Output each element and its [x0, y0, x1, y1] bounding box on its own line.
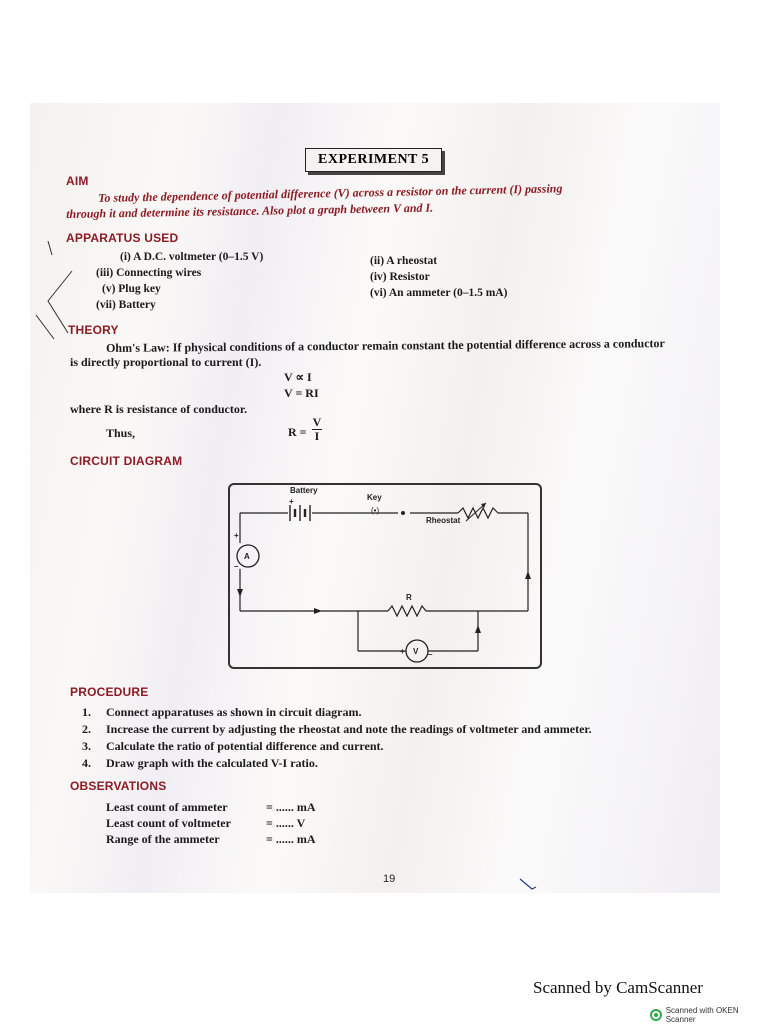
circuit-heading: CIRCUIT DIAGRAM — [70, 454, 183, 468]
apparatus-item: (v) Plug key — [102, 283, 161, 295]
apparatus-heading: APPARATUS USED — [66, 231, 179, 245]
procedure-step: 1. Connect apparatuses as shown in circuit diagram. — [82, 705, 362, 719]
resistor-label: R — [406, 593, 412, 602]
ammeter-symbol: A — [244, 552, 250, 561]
aim-text-line1: To study the dependence of potential difference (V) across a resistor on the current (I) passing — [98, 181, 563, 205]
rheostat-icon — [458, 503, 498, 521]
pen-mark-icon — [32, 313, 62, 343]
aim-text-line2: through it and determine its resistance. Also plot a graph between V and I. — [66, 200, 434, 221]
observations-heading: OBSERVATIONS — [70, 779, 167, 793]
apparatus-left-list — [96, 249, 263, 313]
apparatus-item: (ii) A rheostat — [370, 255, 438, 267]
voltmeter-minus: – — [428, 650, 433, 659]
apparatus-item: (iv) Resistor — [370, 271, 430, 283]
where-text: where R is resistance of conductor. — [70, 402, 248, 416]
key-label: Key — [367, 493, 382, 502]
ammeter-plus: + — [234, 531, 239, 540]
procedure-heading: PROCEDURE — [70, 685, 149, 699]
ammeter-minus: – — [234, 562, 239, 571]
voltmeter-plus: + — [400, 647, 405, 656]
apparatus-item: (vi) An ammeter (0–1.5 mA) — [370, 287, 508, 299]
experiment-title: EXPERIMENT 5 — [318, 152, 430, 167]
ohms-law-label: Ohm's Law: — [106, 340, 170, 355]
equation-ohm: V = RI — [284, 386, 319, 400]
observation-row: Least count of ammeter = ...... mA — [106, 800, 316, 814]
oken-text: Scanned with OKEN Scanner — [665, 1006, 739, 1024]
battery-label: Battery — [290, 486, 318, 495]
procedure-step: 4. Draw graph with the calculated V-I ratio. — [82, 756, 318, 770]
battery-plus: + — [289, 497, 294, 506]
theory-heading: THEORY — [68, 323, 119, 337]
fraction — [312, 416, 322, 443]
ohms-law-text: If physical conditions of a conductor remain constant the potential difference across a conductor — [169, 336, 665, 355]
observation-row: Range of the ammeter = ...... mA — [106, 832, 316, 846]
fraction-lhs: R = — [288, 425, 307, 439]
camscanner-watermark: Scanned by CamScanner — [533, 978, 703, 997]
page-number: 19 — [383, 873, 396, 885]
aim-heading: AIM — [66, 174, 89, 188]
observations-list — [106, 799, 316, 847]
thus-label: Thus, — [106, 426, 136, 440]
apparatus-item: (iii) Connecting wires — [96, 267, 202, 279]
circuit-diagram — [228, 483, 542, 669]
observation-row: Least count of voltmeter = ...... V — [106, 816, 306, 830]
experiment-title-box — [305, 148, 442, 172]
pen-mark-icon — [518, 877, 542, 897]
procedure-step: 2. Increase the current by adjusting the rheostat and note the readings of voltmeter and ammeter. — [82, 722, 592, 736]
ohms-law-line2: is directly proportional to current (I). — [70, 355, 262, 369]
oken-logo-icon — [650, 1009, 662, 1021]
apparatus-item: (i) A D.C. voltmeter (0–1.5 V) — [120, 251, 264, 263]
fraction-denominator: I — [314, 429, 320, 443]
ohms-law-line1 — [106, 336, 665, 356]
apparatus-right-list — [370, 253, 507, 301]
key-icon — [401, 511, 405, 515]
oken-watermark — [650, 1006, 768, 1024]
fraction-numerator: V — [312, 415, 322, 429]
equation-proportional: V ∝ I — [284, 370, 312, 384]
key-dot: (•) — [371, 506, 380, 515]
scanned-page — [30, 103, 720, 893]
apparatus-item: (vii) Battery — [96, 299, 156, 311]
rheostat-label: Rheostat — [426, 516, 461, 525]
resistor-icon — [388, 606, 426, 616]
procedure-list — [82, 704, 592, 772]
procedure-step: 3. Calculate the ratio of potential difference and current. — [82, 739, 384, 753]
voltmeter-symbol: V — [413, 647, 419, 656]
battery-icon — [290, 505, 310, 521]
